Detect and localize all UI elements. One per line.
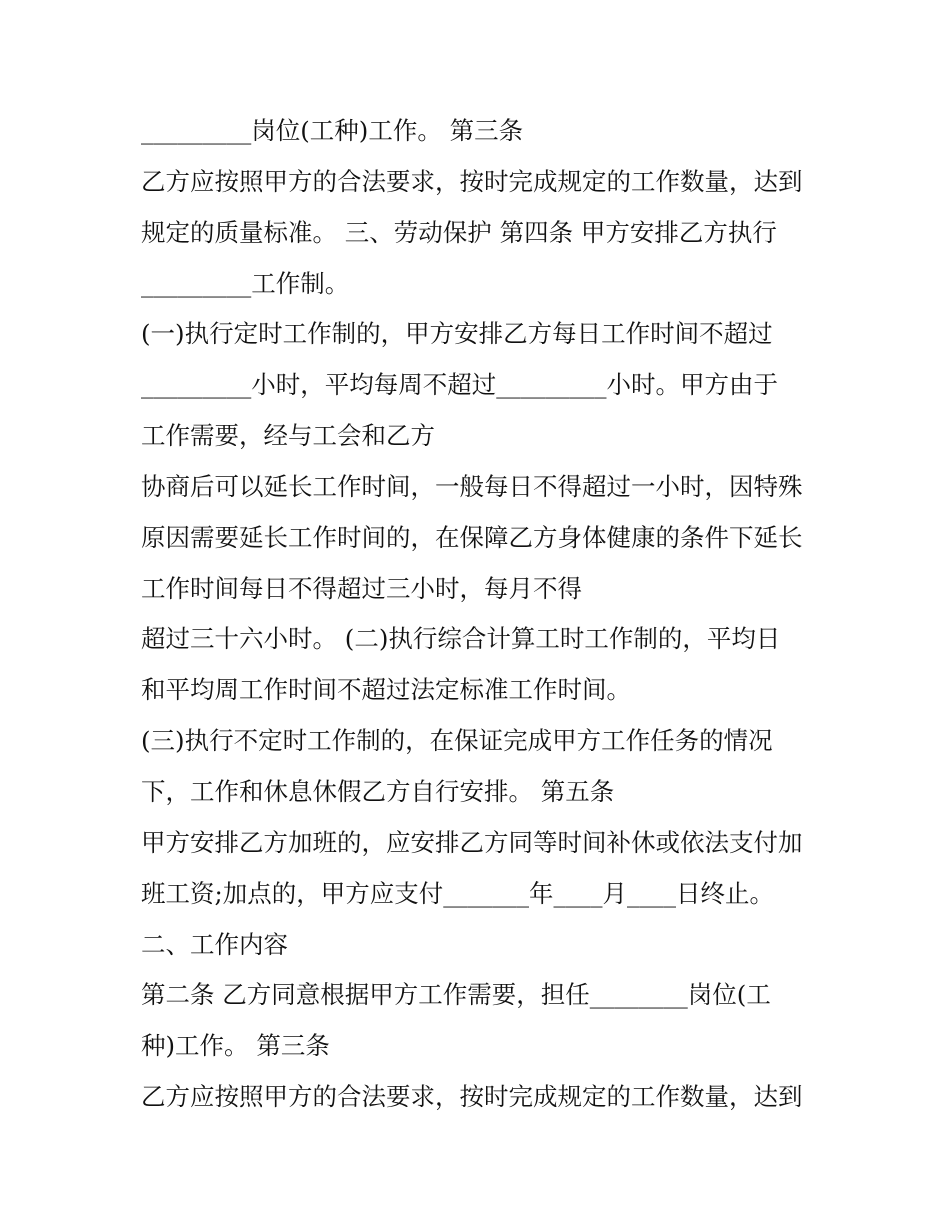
text-line: 下，工作和休息休假乙方自行安排。 第五条 xyxy=(141,776,615,806)
text-line: 甲方安排乙方加班的，应安排乙方同等时间补休或依法支付加 xyxy=(141,827,803,857)
text-line: _________岗位(工种)工作。 第三条 xyxy=(141,116,524,145)
text-line: _________小时，平均每周不超过_________小时。甲方由于 xyxy=(141,370,778,400)
text-line: 规定的质量标准。 三、劳动保护 第四条 甲方安排乙方执行 xyxy=(141,217,777,247)
text-line: 乙方应按照甲方的合法要求，按时完成规定的工作数量，达到 xyxy=(141,1082,803,1112)
section-heading: 二、工作内容 xyxy=(141,929,288,959)
text-line: _________工作制。 xyxy=(141,268,350,298)
text-line: 班工资;加点的，甲方应支付_______年____月____日终止。 xyxy=(141,878,775,908)
text-line: 第二条 乙方同意根据甲方工作需要，担任________岗位(工 xyxy=(141,980,771,1010)
text-line: 和平均周工作时间不超过法定标准工作时间。 xyxy=(141,675,631,705)
text-line: 乙方应按照甲方的合法要求，按时完成规定的工作数量，达到 xyxy=(141,166,803,196)
text-line: 工作时间每日不得超过三小时，每月不得 xyxy=(141,573,582,603)
text-line: 协商后可以延长工作时间，一般每日不得超过一小时，因特殊 xyxy=(141,471,803,501)
text-line: 原因需要延长工作时间的，在保障乙方身体健康的条件下延长 xyxy=(141,522,803,552)
text-line: 工作需要，经与工会和乙方 xyxy=(141,421,435,451)
text-line: 超过三十六小时。 (二)执行综合计算工时工作制的，平均日 xyxy=(141,624,781,654)
text-line: 种)工作。 第三条 xyxy=(141,1031,330,1061)
text-line: (一)执行定时工作制的，甲方安排乙方每日工作时间不超过 xyxy=(141,319,773,349)
text-line: (三)执行不定时工作制的，在保证完成甲方工作任务的情况 xyxy=(141,726,773,756)
contract-text xyxy=(141,106,831,1123)
